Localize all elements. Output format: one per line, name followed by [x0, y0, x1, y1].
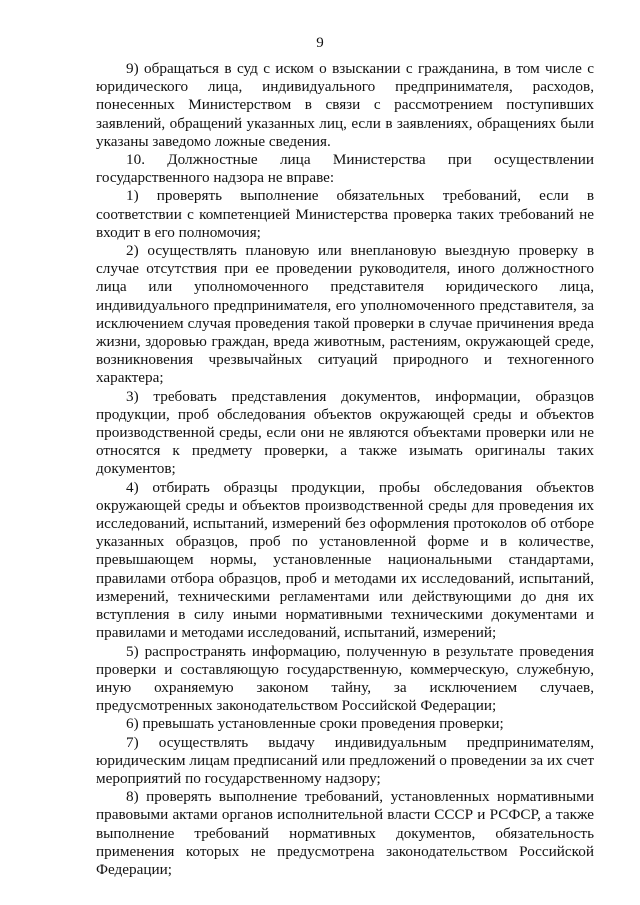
paragraph-item-5: 5) распространять информацию, полученную в результате проведения проверки и составляющую государственную, коммерческую, служебную, иную охраняемую законом тайну, за исключением случаев, предусмотренных законодательством Российской Федерации; — [96, 642, 594, 715]
page-number: 9 — [316, 35, 324, 51]
paragraph-item-1: 1) проверять выполнение обязательных требований, если в соответствии с компетенцией Министерства проверка таких требований не входит в его полномочия; — [96, 187, 594, 241]
paragraph-section-10: 10. Должностные лица Министерства при осуществлении государственного надзора не вправе: — [96, 151, 594, 187]
paragraph-item-4: 4) отбирать образцы продукции, пробы обследования объектов окружающей среды и объектов производственной среды для проведения их исследований, испытаний, измерений без оформления протоколов об отборе указанных образцов, проб по установленной форме и в количестве, превышающем нормы, установленные национальными стандартами, правилами отбора образцов, проб и методами их исследований, испытаний, измерений, техническими регламентами или действующими до дня их вступления в силу иными нормативными техническими документами и правилами и методами исследований, испытаний, измерений; — [96, 478, 594, 642]
paragraph-item-2: 2) осуществлять плановую или внеплановую выездную проверку в случае отсутствия при ее проведении руководителя, иного должностного лица или уполномоченного представителя юридического лица, индивидуального предпринимателя, его уполномоченного представителя, за исключением случая проведения такой проверки в случае причинения вреда жизни, здоровью граждан, вреда животным, растениям, окружающей среде, возникновения чрезвычайных ситуаций природного и техногенного характера; — [96, 242, 594, 387]
paragraph-item-7: 7) осуществлять выдачу индивидуальным предпринимателям, юридическим лицам предписаний или предложений о проведении за их счет мероприятий по государственному надзору; — [96, 733, 594, 787]
paragraph-item-6: 6) превышать установленные сроки проведения проверки; — [126, 715, 504, 733]
paragraph-item-9: 9) обращаться в суд с иском о взыскании с гражданина, в том числе с юридического лица, индивидуального предпринимателя, расходов, понесенных Министерством в связи с рассмотрением поступивших заявлений, обращений указанных лиц, если в заявлениях, обращениях были указаны заведомо ложные сведения. — [96, 60, 594, 150]
paragraph-item-3: 3) требовать представления документов, информации, образцов продукции, проб обследования объектов окружающей среды и объектов производственной среды, если они не являются объектами проверки или не относятся к предмету проверки, а также изымать оригиналы таких документов; — [96, 387, 594, 478]
paragraph-item-8: 8) проверять выполнение требований, установленных нормативными правовыми актами органов исполнительной власти СССР и РСФСР, а также выполнение требований нормативных документов, обязательность применения которых не предусмотрена законодательством Российской Федерации; — [96, 788, 594, 878]
document-body — [96, 60, 594, 879]
